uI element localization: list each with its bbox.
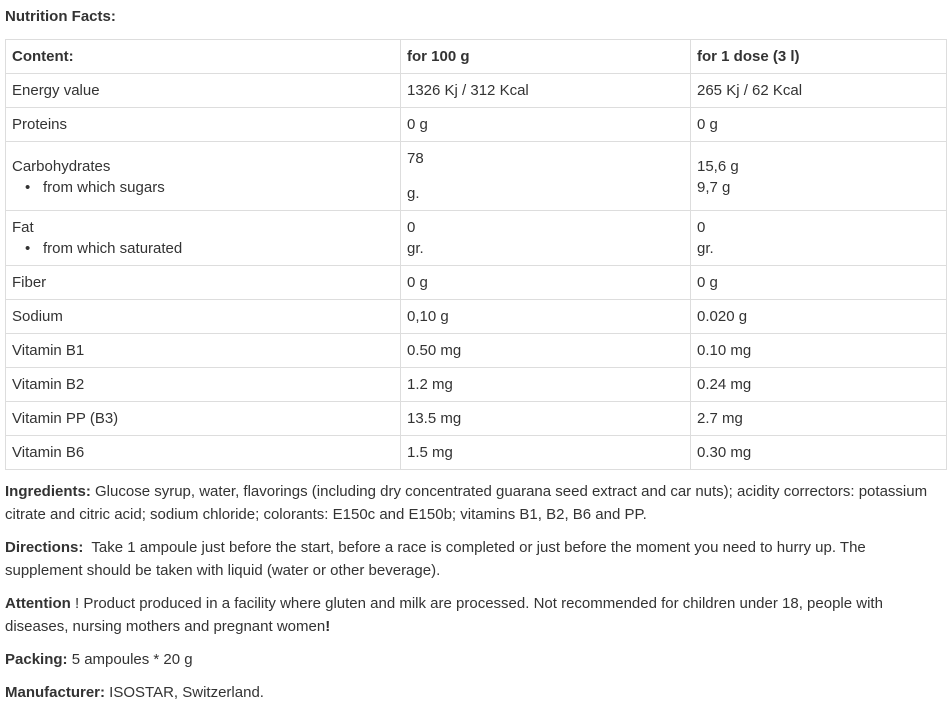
manufacturer-label: Manufacturer: xyxy=(5,684,106,701)
value-per-100g: 0 g xyxy=(401,108,691,142)
row-label-group xyxy=(6,142,401,211)
value-per-100g: 0,10 g xyxy=(401,300,691,334)
table-row xyxy=(6,74,947,108)
attention-paragraph xyxy=(5,592,946,638)
fat-value-per-100g: 0 xyxy=(407,219,416,236)
value-per-dose xyxy=(691,211,947,266)
ingredients-paragraph xyxy=(5,480,946,526)
directions-text: Take 1 ampoule just before the start, before a race is completed or just before the moment you need to hurry up. The supplement should be taken with liquid (water or other beverage). xyxy=(5,539,870,579)
row-label: Vitamin PP (B3) xyxy=(6,402,401,436)
row-label: Proteins xyxy=(6,108,401,142)
fat-unit-per-dose: gr. xyxy=(697,240,714,257)
value-per-100g: 0.50 mg xyxy=(401,334,691,368)
value-per-100g xyxy=(401,142,691,211)
value-per-100g xyxy=(401,211,691,266)
manufacturer-paragraph xyxy=(5,681,946,704)
row-label: Vitamin B1 xyxy=(6,334,401,368)
manufacturer-text: ISOSTAR, Switzerland. xyxy=(105,684,264,701)
value-per-dose xyxy=(691,142,947,211)
directions-paragraph xyxy=(5,536,946,582)
carbs-value-per-100g: 78 xyxy=(407,150,424,167)
value-per-dose: 0.10 mg xyxy=(691,334,947,368)
value-per-dose: 0.24 mg xyxy=(691,368,947,402)
value-per-100g: 1326 Kj / 312 Kcal xyxy=(401,74,691,108)
table-row xyxy=(6,402,947,436)
fat-cell xyxy=(12,217,394,259)
table-row xyxy=(6,211,947,266)
packing-paragraph xyxy=(5,648,946,671)
value-per-dose: 0 g xyxy=(691,266,947,300)
value-per-100g: 13.5 mg xyxy=(401,402,691,436)
packing-text: 5 ampoules * 20 g xyxy=(67,651,193,668)
header-per-100g: for 100 g xyxy=(401,40,691,74)
value-per-dose: 0.020 g xyxy=(691,300,947,334)
sugars-value-per-dose: 9,7 g xyxy=(697,179,731,196)
row-label: Carbohydrates xyxy=(12,158,111,175)
value-per-100g: 1.2 mg xyxy=(401,368,691,402)
value-per-100g: 1.5 mg xyxy=(401,436,691,470)
row-label: Vitamin B6 xyxy=(6,436,401,470)
row-label: Energy value xyxy=(6,74,401,108)
row-label: Sodium xyxy=(6,300,401,334)
row-label-group xyxy=(6,211,401,266)
table-row xyxy=(6,108,947,142)
carbohydrates-cell xyxy=(12,156,394,198)
ingredients-text: Glucose syrup, water, flavorings (including dry concentrated guarana seed extract and car nuts); acidity correctors: potassium citrate and citric acid; sodium chloride; colorants: E150c and E150b; vitamins B1, B2, B6 and PP. xyxy=(5,483,928,523)
packing-label: Packing: xyxy=(5,651,68,668)
nutrition-table xyxy=(5,39,947,470)
attention-exclamation: ! xyxy=(325,618,331,635)
row-label: Vitamin B2 xyxy=(6,368,401,402)
table-row xyxy=(6,300,947,334)
fat-unit-per-100g: gr. xyxy=(407,240,424,257)
table-row xyxy=(6,334,947,368)
nutrition-facts-title: Nutrition Facts: xyxy=(5,8,116,25)
value-per-dose: 0.30 mg xyxy=(691,436,947,470)
value-per-dose: 2.7 mg xyxy=(691,402,947,436)
carbs-value-per-dose: 15,6 g xyxy=(697,158,739,175)
sub-row-label: • from which saturated xyxy=(12,238,394,259)
carbs-unit-per-100g: g. xyxy=(407,185,420,202)
header-per-dose: for 1 dose (3 l) xyxy=(691,40,947,74)
value-per-dose: 265 Kj / 62 Kcal xyxy=(691,74,947,108)
value-per-dose: 0 g xyxy=(691,108,947,142)
attention-text: ! Product produced in a facility where gluten and milk are processed. Not recommended for children under 18, people with diseases, nursing mothers and pregnant women xyxy=(5,595,883,635)
value-per-100g: 0 g xyxy=(401,266,691,300)
table-row xyxy=(6,368,947,402)
row-label: Fiber xyxy=(6,266,401,300)
table-header-row xyxy=(6,40,947,74)
fat-value-per-dose: 0 xyxy=(697,219,706,236)
ingredients-label: Ingredients: xyxy=(5,483,91,500)
sub-row-label: • from which sugars xyxy=(12,177,394,198)
table-row xyxy=(6,266,947,300)
table-row xyxy=(6,142,947,211)
header-content: Content: xyxy=(6,40,401,74)
directions-label: Directions: xyxy=(5,539,84,556)
row-label: Fat xyxy=(12,219,34,236)
attention-label: Attention xyxy=(5,595,71,612)
table-row xyxy=(6,436,947,470)
